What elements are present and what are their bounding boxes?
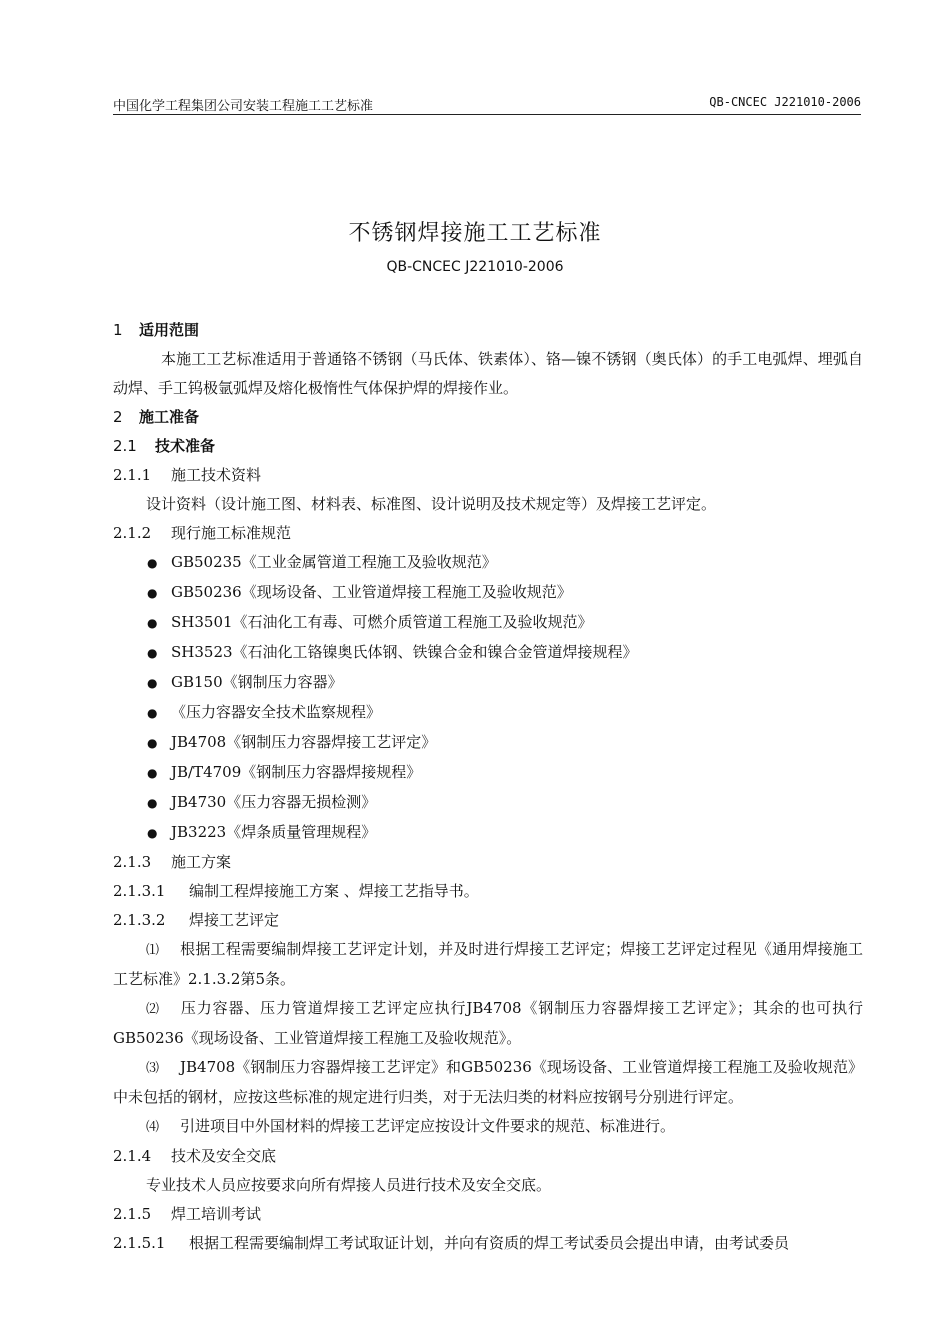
section-number: 2.1.2 xyxy=(113,524,152,542)
header-left-text: 中国化学工程集团公司安装工程施工工艺标准 xyxy=(113,99,374,114)
standard-list-item xyxy=(113,638,863,668)
bullet-icon: ● xyxy=(147,616,158,630)
section-number: 2.1.5.1 xyxy=(113,1234,166,1252)
header-standard-code: QB-CNCEC J221010-2006 xyxy=(709,95,861,109)
item-mark: ⑶ xyxy=(146,1061,160,1076)
standard-text: JB4730《压力容器无损检测》 xyxy=(171,793,377,811)
item-text: 压力容器、压力管道焊接工艺评定应执行JB4708《钢制压力容器焊接工艺评定》；其余的也可执行GB50236《现场设备、工业管道焊接工程施工及验收规范》。 xyxy=(113,999,863,1047)
document-code: QB-CNCEC J221010-2006 xyxy=(386,259,564,275)
standard-list-item xyxy=(113,608,863,638)
section-title: 现行施工标准规范 xyxy=(171,524,292,542)
section-title: 焊工培训考试 xyxy=(171,1205,262,1223)
numbered-paragraph xyxy=(113,1053,863,1112)
section-text: 编制工程焊接施工方案 、焊接工艺指导书。 xyxy=(189,882,479,900)
section-2-1-1-paragraph: 设计资料（设计施工图、材料表、标准图、设计说明及技术规定等）及焊接工艺评定。 xyxy=(146,495,717,513)
bullet-icon: ● xyxy=(147,676,158,690)
document-title: 不锈钢焊接施工工艺标准 xyxy=(348,221,602,246)
item-text: 根据工程需要编制焊接工艺评定计划，并及时进行焊接工艺评定；焊接工艺评定过程见《通用焊接施工工艺标准》2.1.3.2第5条。 xyxy=(113,940,863,988)
section-2-1-4-heading xyxy=(113,1142,863,1171)
standard-list-item xyxy=(113,548,863,578)
standard-text: GB50236《现场设备、工业管道焊接工程施工及验收规范》 xyxy=(171,583,572,601)
section-2-1-5-1 xyxy=(113,1229,863,1258)
standard-list-item xyxy=(113,578,863,608)
page-header xyxy=(113,94,861,115)
bullet-icon: ● xyxy=(147,826,158,840)
section-text: 焊接工艺评定 xyxy=(189,911,280,929)
numbered-paragraph xyxy=(113,1112,863,1142)
item-text: 引进项目中外国材料的焊接工艺评定应按设计文件要求的规范、标准进行。 xyxy=(180,1117,676,1135)
standard-list-item xyxy=(113,728,863,758)
section-2-1-4-paragraph: 专业技术人员应按要求向所有焊接人员进行技术及安全交底。 xyxy=(146,1176,552,1194)
standard-text: SH3501《石油化工有毒、可燃介质管道工程施工及验收规范》 xyxy=(171,613,593,631)
section-number: 2.1.1 xyxy=(113,466,152,484)
section-number: 2.1.5 xyxy=(113,1205,152,1223)
item-mark: ⑷ xyxy=(146,1120,160,1135)
section-2-1-3-2 xyxy=(113,906,863,935)
standard-list-item xyxy=(113,758,863,788)
standard-text: GB50235《工业金属管道工程施工及验收规范》 xyxy=(171,553,497,571)
section-title: 施工准备 xyxy=(139,408,200,426)
standard-text: SH3523《石油化工铬镍奥氏体钢、铁镍合金和镍合金管道焊接规程》 xyxy=(171,643,638,661)
standard-text: JB/T4709《钢制压力容器焊接规程》 xyxy=(171,763,422,781)
standard-text: JB4708《钢制压力容器焊接工艺评定》 xyxy=(171,733,437,751)
section-number: 1 xyxy=(113,321,123,339)
standard-text: GB150《钢制压力容器》 xyxy=(171,673,343,691)
section-title: 适用范围 xyxy=(139,321,200,339)
section-title: 技术及安全交底 xyxy=(171,1147,277,1165)
standard-list-item xyxy=(113,698,863,728)
numbered-paragraph xyxy=(113,935,863,994)
section-2-1-3-1 xyxy=(113,877,863,906)
section-title: 技术准备 xyxy=(155,437,216,455)
bullet-icon: ● xyxy=(147,766,158,780)
document-body xyxy=(113,316,863,1258)
section-2-1-2-heading xyxy=(113,519,863,548)
bullet-icon: ● xyxy=(147,586,158,600)
bullet-icon: ● xyxy=(147,736,158,750)
standard-list-item xyxy=(113,788,863,818)
section-2-1-5-heading xyxy=(113,1200,863,1229)
section-number: 2.1.3.2 xyxy=(113,911,166,929)
section-2-1-3-heading xyxy=(113,848,863,877)
standard-text: 《压力容器安全技术监察规程》 xyxy=(171,703,382,721)
item-text: JB4708《钢制压力容器焊接工艺评定》和GB50236《现场设备、工业管道焊接工程施工及验收规范》中未包括的钢材，应按这些标准的规定进行归类，对于无法归类的材料应按钢号分别进行评定。 xyxy=(113,1058,863,1106)
section-1-heading xyxy=(113,316,863,345)
section-title: 施工方案 xyxy=(171,853,232,871)
item-mark: ⑵ xyxy=(146,1002,160,1017)
bullet-icon: ● xyxy=(147,646,158,660)
numbered-paragraph xyxy=(113,994,863,1053)
section-1-paragraph: 本施工工艺标准适用于普通铬不锈钢（马氏体、铁素体）、铬—镍不锈钢（奥氏体）的手工电弧焊、埋弧自动焊、手工钨极氩弧焊及熔化极惰性气体保护焊的焊接作业。 xyxy=(113,350,863,397)
section-number: 2.1.3 xyxy=(113,853,152,871)
standard-list-item xyxy=(113,818,863,848)
bullet-icon: ● xyxy=(147,796,158,810)
section-text: 根据工程需要编制焊工考试取证计划，并向有资质的焊工考试委员会提出申请，由考试委员 xyxy=(189,1234,790,1252)
standard-list-item xyxy=(113,668,863,698)
section-number: 2.1.3.1 xyxy=(113,882,166,900)
section-2-heading xyxy=(113,403,863,432)
section-2-1-1-heading xyxy=(113,461,863,490)
section-number: 2.1.4 xyxy=(113,1147,152,1165)
section-number: 2.1 xyxy=(113,437,137,455)
section-title: 施工技术资料 xyxy=(171,466,262,484)
bullet-icon: ● xyxy=(147,556,158,570)
bullet-icon: ● xyxy=(147,706,158,720)
section-2-1-heading xyxy=(113,432,863,461)
standard-text: JB3223《焊条质量管理规程》 xyxy=(171,823,377,841)
item-mark: ⑴ xyxy=(146,943,160,958)
section-number: 2 xyxy=(113,408,123,426)
